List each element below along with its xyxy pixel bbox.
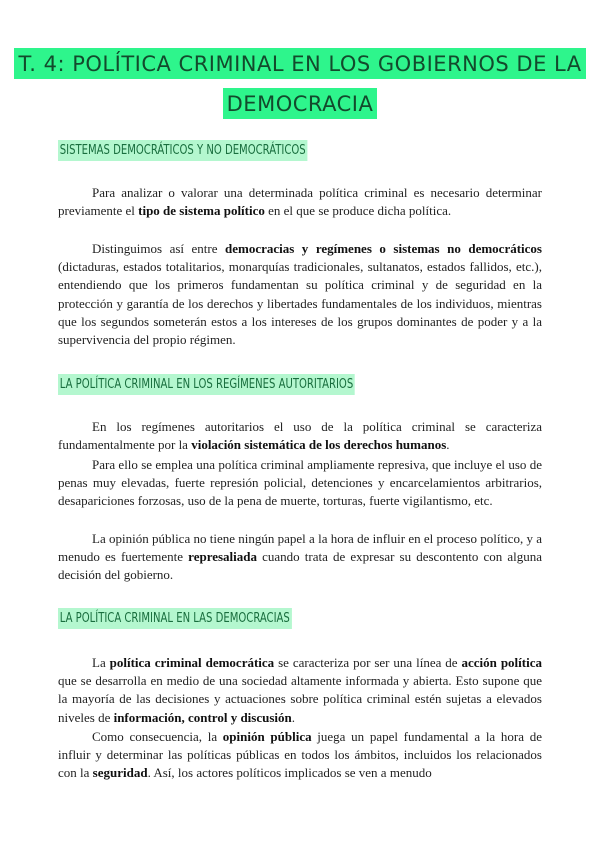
text-run: Para analizar o valorar una determinada política criminal es necesario determinar previamente el [58,185,542,219]
text-run: La [92,655,110,670]
text-run: en el que se produce dicha política. [264,203,452,219]
document-title-line-1: T. 4: POLÍTICA CRIMINAL EN LOS GOBIERNOS DE LA [14,48,585,79]
paragraph-s3-p2 [58,728,542,783]
bold-text-run: seguridad [92,765,148,781]
document-title-line-2: DEMOCRACIA [223,88,378,119]
paragraph-s1-p2 [58,240,542,349]
text-run: Distinguimos así entre [92,241,225,256]
bold-text-run: acción política [461,655,542,670]
bold-text-run: tipo de sistema político [138,203,265,219]
section-heading-democracias: LA POLÍTICA CRIMINAL EN LAS DEMOCRACIAS [58,608,292,629]
text-run: Como consecuencia, la [92,729,223,744]
bold-text-run: información, control y discusión [113,709,292,725]
document-title-line-1-wrapper [0,48,600,79]
paragraph-s1-p1 [58,184,542,220]
text-run: . [446,437,450,453]
text-run: La opinión pública no tiene ningún papel a la hora de influir en el proceso político, y a menudo es fuertemente [58,531,542,565]
text-run: . [291,709,296,725]
section-heading-autoritarios: LA POLÍTICA CRIMINAL EN LOS REGÍMENES AUTORITARIOS [58,374,355,395]
text-run: Para ello se emplea una política criminal ampliamente represiva, que incluye el uso de penas muy elevadas, fuerte represión policial, detenciones y encarcelamientos arbitrarios, desapariciones forzosas, uso de la pena de muerte, torturas, fuerte vigilantismo, etc. [58,457,542,509]
text-run: (dictaduras, estados totalitarios, monarquías tradicionales, sultanatos, estados fallidos, etc.), entendiendo que los primeros fundamentan su política criminal y de seguridad en la protección y garantía de los derechos y libertades fundamentales de los individuos, mientras que los segundos someterán estos a los intereses de los grupos dominantes de poder y a la supervivencia del propio régimen. [58,259,542,348]
paragraph-s2-p1 [58,418,542,454]
section-heading-sistemas: SISTEMAS DEMOCRÁTICOS Y NO DEMOCRÁTICOS [58,140,307,161]
text-run: se caracteriza por ser una línea de [274,655,462,670]
text-run: cuando trata de expresar su descontento con alguna decisión del gobierno. [58,549,542,583]
bold-text-run: represaliada [188,549,258,565]
text-run: juega un papel fundamental a la hora de influir y determinar las políticas públicas en todos los ámbitos, incluidos los relacionados con la [58,729,542,781]
text-run: . Así, los actores políticos implicados se ven a menudo [147,765,432,781]
bold-text-run: violación sistemática de los derechos humanos [191,437,447,453]
bold-text-run: opinión pública [222,729,312,744]
paragraph-s2-p2 [58,456,542,511]
paragraph-s2-p3 [58,530,542,585]
bold-text-run: política criminal democrática [109,655,275,670]
paragraph-s3-p1 [58,654,542,727]
text-run: En los regímenes autoritarios el uso de la política criminal se caracteriza fundamentalmente por la [58,419,542,453]
document-title-line-2-wrapper [0,88,600,119]
text-run: que se desarrolla en medio de una sociedad altamente informada y abierta. Esto supone que la mayoría de las decisiones y actuaciones sobre política criminal estén sujetas a elevados niveles de [58,673,542,725]
bold-text-run: democracias y regímenes o sistemas no democráticos [225,241,542,256]
